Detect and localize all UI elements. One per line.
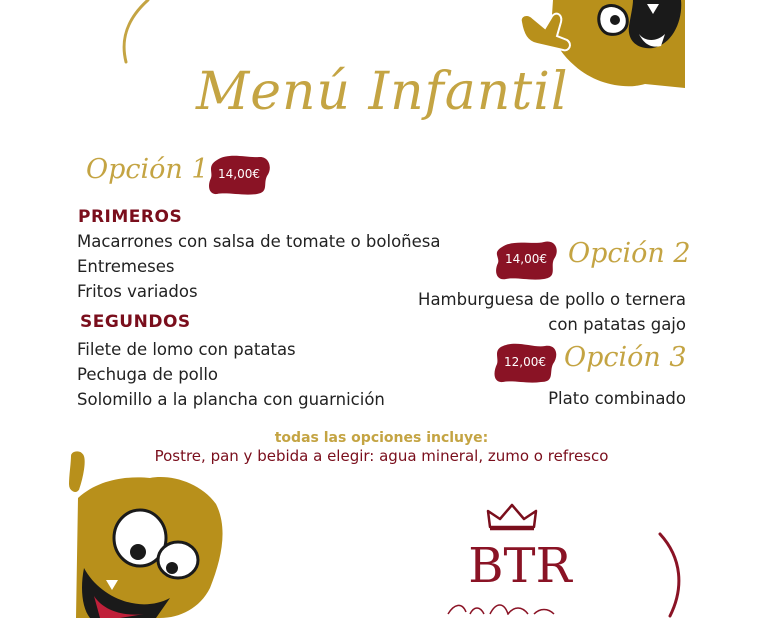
logo-signature xyxy=(444,600,584,615)
segundos-heading: SEGUNDOS xyxy=(80,312,191,332)
maroon-arc-decoration xyxy=(640,528,690,618)
menu-title: Menú Infantil xyxy=(196,62,569,122)
option3-price: 12,00€ xyxy=(504,355,546,369)
option2-price-badge xyxy=(494,239,558,281)
segundos-item-1: Filete de lomo con patatas xyxy=(77,340,296,359)
option2-line-2: con patatas gajo xyxy=(548,315,686,334)
option2-line-1: Hamburguesa de pollo o ternera xyxy=(418,290,686,309)
includes-text: Postre, pan y bebida a elegir: agua mineral, zumo o refresco xyxy=(154,447,609,465)
option1-price-badge xyxy=(207,154,271,196)
option2-price: 14,00€ xyxy=(505,252,547,266)
primeros-item-1: Macarrones con salsa de tomate o boloñesa xyxy=(77,232,441,251)
svg-text:BTR: BTR xyxy=(468,538,572,594)
crown-icon xyxy=(484,503,540,531)
primeros-item-3: Fritos variados xyxy=(77,282,198,301)
option3-label: Opción 3 xyxy=(564,342,687,373)
option3-price-badge xyxy=(493,342,557,384)
option3-line-1: Plato combinado xyxy=(548,389,686,408)
segundos-item-2: Pechuga de pollo xyxy=(77,365,219,384)
option1-label: Opción 1 xyxy=(86,154,209,185)
monster-icon xyxy=(60,448,235,618)
option1-price: 14,00€ xyxy=(218,167,260,181)
hotel-logo xyxy=(458,530,582,596)
option2-label: Opción 2 xyxy=(568,238,691,269)
includes-heading: todas las opciones incluye: xyxy=(274,430,489,446)
primeros-item-2: Entremeses xyxy=(77,257,175,276)
primeros-heading: PRIMEROS xyxy=(78,207,183,227)
gold-arc-decoration xyxy=(110,0,170,72)
segundos-item-3: Solomillo a la plancha con guarnición xyxy=(77,390,385,409)
